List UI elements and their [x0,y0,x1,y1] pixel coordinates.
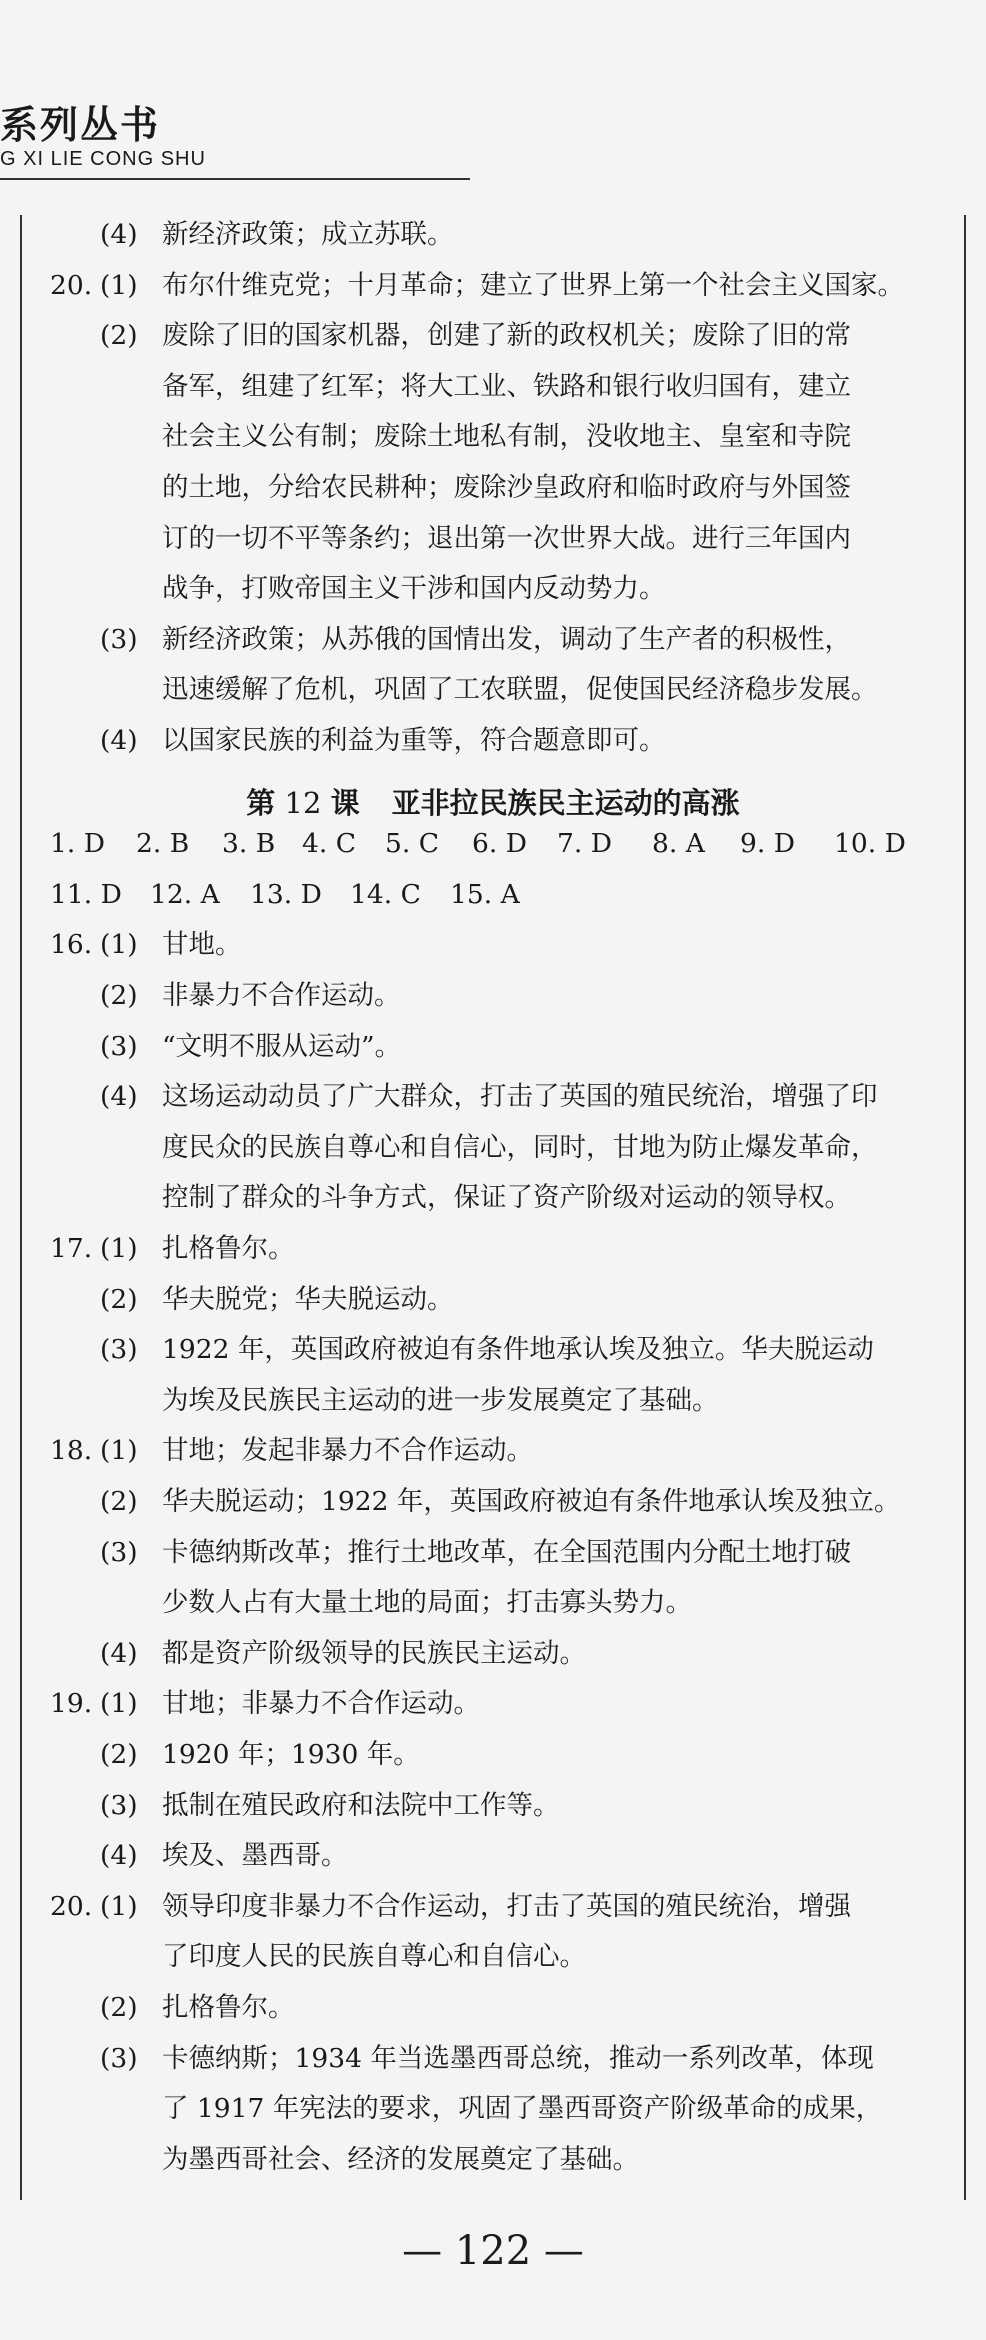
answer-text: 新经济政策；成立苏联。 [162,219,454,250]
right-margin-rule [964,215,966,2200]
sub-question-number: (3) [100,623,138,655]
sub-question-number: (3) [100,1334,138,1366]
mc-answer: 10. D [834,828,906,860]
answer-text: 了 1917 年宪法的要求，巩固了墨西哥资产阶级革命的成果， [162,2093,883,2125]
mc-answer: 5. C [385,828,439,860]
sub-question-number: (2) [100,1283,138,1315]
answer-text: “文明不服从运动”。 [162,1030,402,1062]
answer-text: 1920 年；1930 年。 [162,1739,420,1770]
answer-text: 都是资产阶级领导的民族民主运动。 [162,1637,586,1669]
answer-text: 扎格鲁尔。 [162,1992,295,2023]
series-header [0,103,206,171]
sub-question-number: (4) [100,219,138,250]
sub-question-number: (4) [100,1840,138,1872]
series-pinyin: G XI LIE CONG SHU [0,148,206,170]
sub-question-number: (1) [100,1890,138,1922]
question-number: 19. [50,1688,93,1720]
mc-answer: 9. D [740,828,795,860]
answer-text: 了印度人民的民族自尊心和自信心。 [162,1941,586,1973]
mc-answer: 11. D [50,878,122,910]
answer-text: 这场运动动员了广大群众，打击了英国的殖民统治，增强了印 [162,1081,878,1113]
sub-question-number: (1) [100,1688,138,1720]
sub-question-number: (4) [100,1081,138,1113]
mc-answer: 3. B [222,828,276,860]
answer-text: 度民众的民族自尊心和自信心，同时，甘地为防止爆发革命， [162,1131,878,1163]
mc-answer: 7. D [557,828,612,860]
page-number: — 122 — [402,2228,584,2274]
sub-question-number: (4) [100,1637,138,1669]
sub-question-number: (1) [100,269,138,301]
lesson-name: 亚非拉民族民主运动的高涨 [391,785,740,820]
sub-question-number: (2) [100,1486,138,1517]
series-title: 系列丛书 [0,103,161,147]
answer-text: 甘地。 [162,929,242,961]
left-margin-rule [20,215,22,2200]
answer-text: 备军，组建了红军；将大工业、铁路和银行收归国有，建立 [162,370,851,402]
sub-question-number: (3) [100,2042,138,2074]
lesson-title [0,781,986,822]
answer-text: 华夫脱党；华夫脱运动。 [162,1283,454,1315]
question-number: 20. [50,269,93,301]
sub-question-number: (2) [100,980,138,1011]
mc-answer: 4. C [302,828,356,860]
sub-question-number: (3) [100,1789,138,1821]
answer-text: 卡德纳斯；1934 年当选墨西哥总统，推动一系列改革，体现 [162,2042,874,2074]
sub-question-number: (2) [100,1739,138,1770]
answer-text: 抵制在殖民政府和法院中工作等。 [162,1789,560,1821]
answer-text: 领导印度非暴力不合作运动，打击了英国的殖民统治，增强 [162,1890,851,1922]
lesson-prefix: 第 [246,785,276,820]
header-rule [0,178,470,180]
sub-question-number: (1) [100,1233,138,1264]
answer-text: 卡德纳斯改革；推行土地改革，在全国范围内分配土地打破 [162,1536,851,1568]
answer-text: 甘地；发起非暴力不合作运动。 [162,1435,533,1467]
answer-text: 甘地；非暴力不合作运动。 [162,1688,480,1720]
answer-text: 少数人占有大量土地的局面；打击寡头势力。 [162,1587,692,1619]
sub-question-number: (3) [100,1536,138,1568]
answer-text: 扎格鲁尔。 [162,1233,295,1264]
answer-text: 废除了旧的国家机器，创建了新的政权机关；废除了旧的常 [162,320,851,352]
mc-answer: 14. C [350,878,421,910]
answer-text: 布尔什维克党；十月革命；建立了世界上第一个社会主义国家。 [162,269,904,301]
answer-text: 为埃及民族民主运动的进一步发展奠定了基础。 [162,1384,719,1416]
answer-text: 以国家民族的利益为重等，符合题意即可。 [162,725,666,756]
answer-text: 的土地，分给农民耕种；废除沙皇政府和临时政府与外国签 [162,472,851,503]
sub-question-number: (1) [100,929,138,961]
question-number: 17. [50,1233,93,1264]
answer-text: 非暴力不合作运动。 [162,980,401,1011]
answer-text: 控制了群众的斗争方式，保证了资产阶级对运动的领导权。 [162,1182,851,1214]
mc-answer: 12. A [150,878,220,910]
answer-text: 战争，打败帝国主义干涉和国内反动势力。 [162,573,666,605]
answer-text: 迅速缓解了危机，巩固了工农联盟，促使国民经济稳步发展。 [162,674,878,706]
sub-question-number: (4) [100,725,138,756]
answer-text: 新经济政策；从苏俄的国情出发，调动了生产者的积极性， [162,623,851,655]
sub-question-number: (3) [100,1030,138,1062]
mc-answer: 6. D [472,828,527,860]
question-number: 18. [50,1435,93,1467]
answer-text: 华夫脱运动；1922 年，英国政府被迫有条件地承认埃及独立。 [162,1486,901,1517]
mc-answer: 15. A [450,878,520,910]
answer-text: 订的一切不平等条约；退出第一次世界大战。进行三年国内 [162,522,851,554]
question-number: 20. [50,1890,93,1922]
mc-answer: 13. D [250,878,322,910]
mc-answer: 2. B [136,828,190,860]
answer-text: 1922 年，英国政府被迫有条件地承认埃及独立。华夫脱运动 [162,1334,874,1366]
lesson-suffix: 课 [330,785,360,820]
sub-question-number: (2) [100,1992,138,2023]
answer-text: 埃及、墨西哥。 [162,1840,348,1872]
lesson-number: 12 [275,785,331,820]
answer-text: 为墨西哥社会、经济的发展奠定了基础。 [162,2143,639,2175]
mc-answer: 1. D [50,828,105,860]
question-number: 16. [50,929,93,961]
answer-text: 社会主义公有制；废除土地私有制，没收地主、皇室和寺院 [162,421,851,453]
mc-answer: 8. A [652,828,705,860]
sub-question-number: (2) [100,320,138,352]
sub-question-number: (1) [100,1435,138,1467]
